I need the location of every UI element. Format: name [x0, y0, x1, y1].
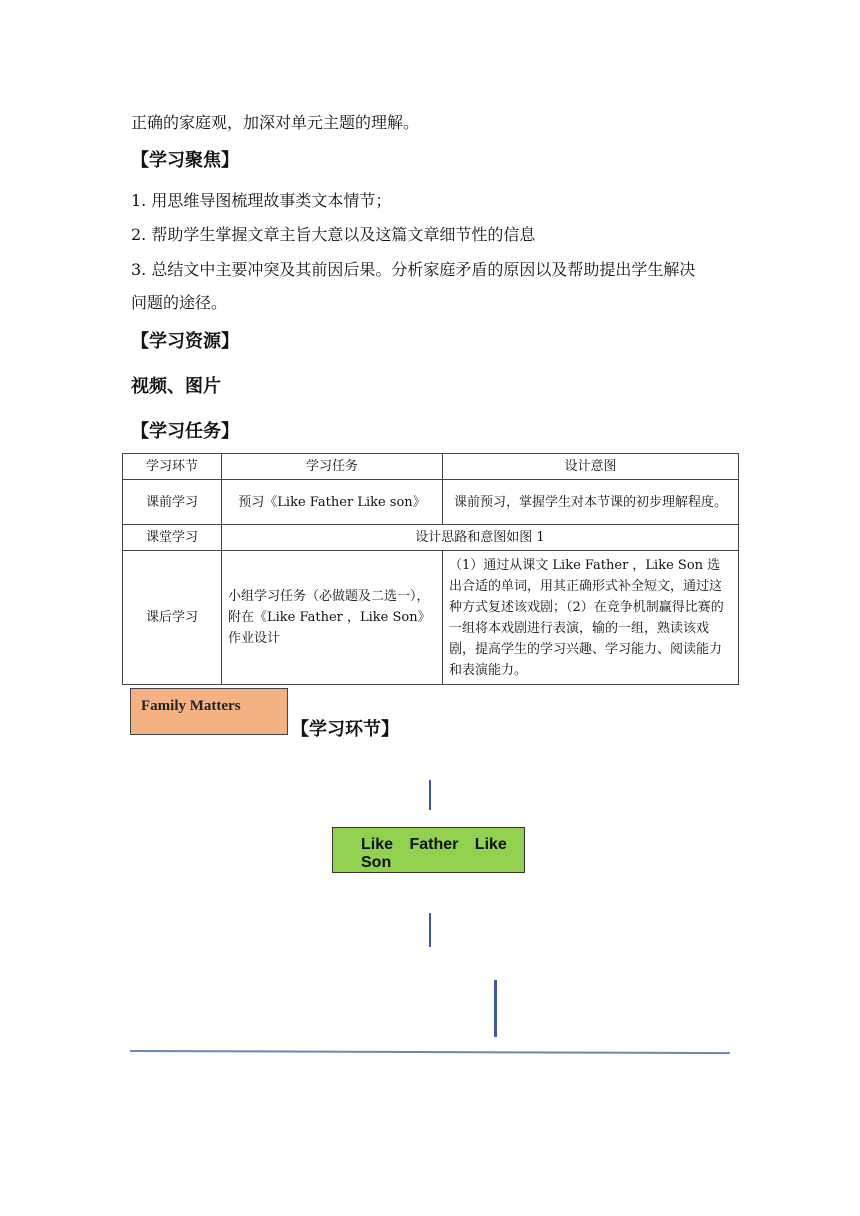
stage-cell: 课堂学习 — [123, 525, 222, 551]
like-father-like-son-box: Like Father Like Son — [332, 827, 525, 873]
focus-heading: 【学习聚焦】 — [131, 150, 239, 171]
column-header: 学习任务 — [222, 454, 443, 480]
intent-cell: 课前预习，掌握学生对本节课的初步理解程度。 — [443, 480, 739, 525]
connector-line-top — [429, 780, 431, 810]
horizontal-rule — [130, 1050, 730, 1054]
column-header: 设计意图 — [443, 454, 739, 480]
resources-content: 视频、图片 — [131, 376, 221, 397]
tasks-heading: 【学习任务】 — [131, 421, 239, 442]
focus-item-1: 1. 用思维导图梳理故事类文本情节； — [131, 191, 392, 210]
stage-cell: 课前学习 — [123, 480, 222, 525]
column-header: 学习环节 — [123, 454, 222, 480]
table-row — [123, 551, 739, 685]
table-row — [123, 525, 739, 551]
stage-cell: 课后学习 — [123, 551, 222, 685]
table-row — [123, 480, 739, 525]
merged-cell: 设计思路和意图如图 1 — [222, 525, 739, 551]
focus-item-2: 2. 帮助学生掌握文章主旨大意以及这篇文章细节性的信息 — [131, 225, 536, 244]
connector-line-middle — [429, 913, 431, 947]
intro-tail-text: 正确的家庭观，加深对单元主题的理解。 — [131, 113, 420, 132]
family-matters-box: Family Matters — [130, 688, 288, 735]
task-cell: 预习《Like Father Like son》 — [222, 480, 443, 525]
resources-heading: 【学习资源】 — [131, 331, 239, 352]
intent-cell: （1）通过从课文 Like Father ，Like Son 选出合适的单词，用其正确形式补全短文，通过这种方式复述该戏剧；（2）在竞争机制赢得比赛的一组将本戏剧进行表演，输的一组，熟读该戏剧，提高学生的学习兴趣、学习能力、阅读能力和表演能力。 — [443, 551, 739, 685]
task-cell: 小组学习任务（必做题及二选一），附在《Like Father ，Like Son》作业设计 — [222, 551, 443, 685]
connector-line-double — [494, 980, 497, 1037]
table-header-row — [123, 454, 739, 480]
steps-heading: 【学习环节】 — [291, 719, 399, 740]
focus-item-3: 3. 总结文中主要冲突及其前因后果。分析家庭矛盾的原因以及帮助提出学生解决 — [131, 260, 696, 279]
focus-item-3-cont: 问题的途径。 — [131, 293, 228, 312]
learning-tasks-table — [122, 453, 739, 685]
